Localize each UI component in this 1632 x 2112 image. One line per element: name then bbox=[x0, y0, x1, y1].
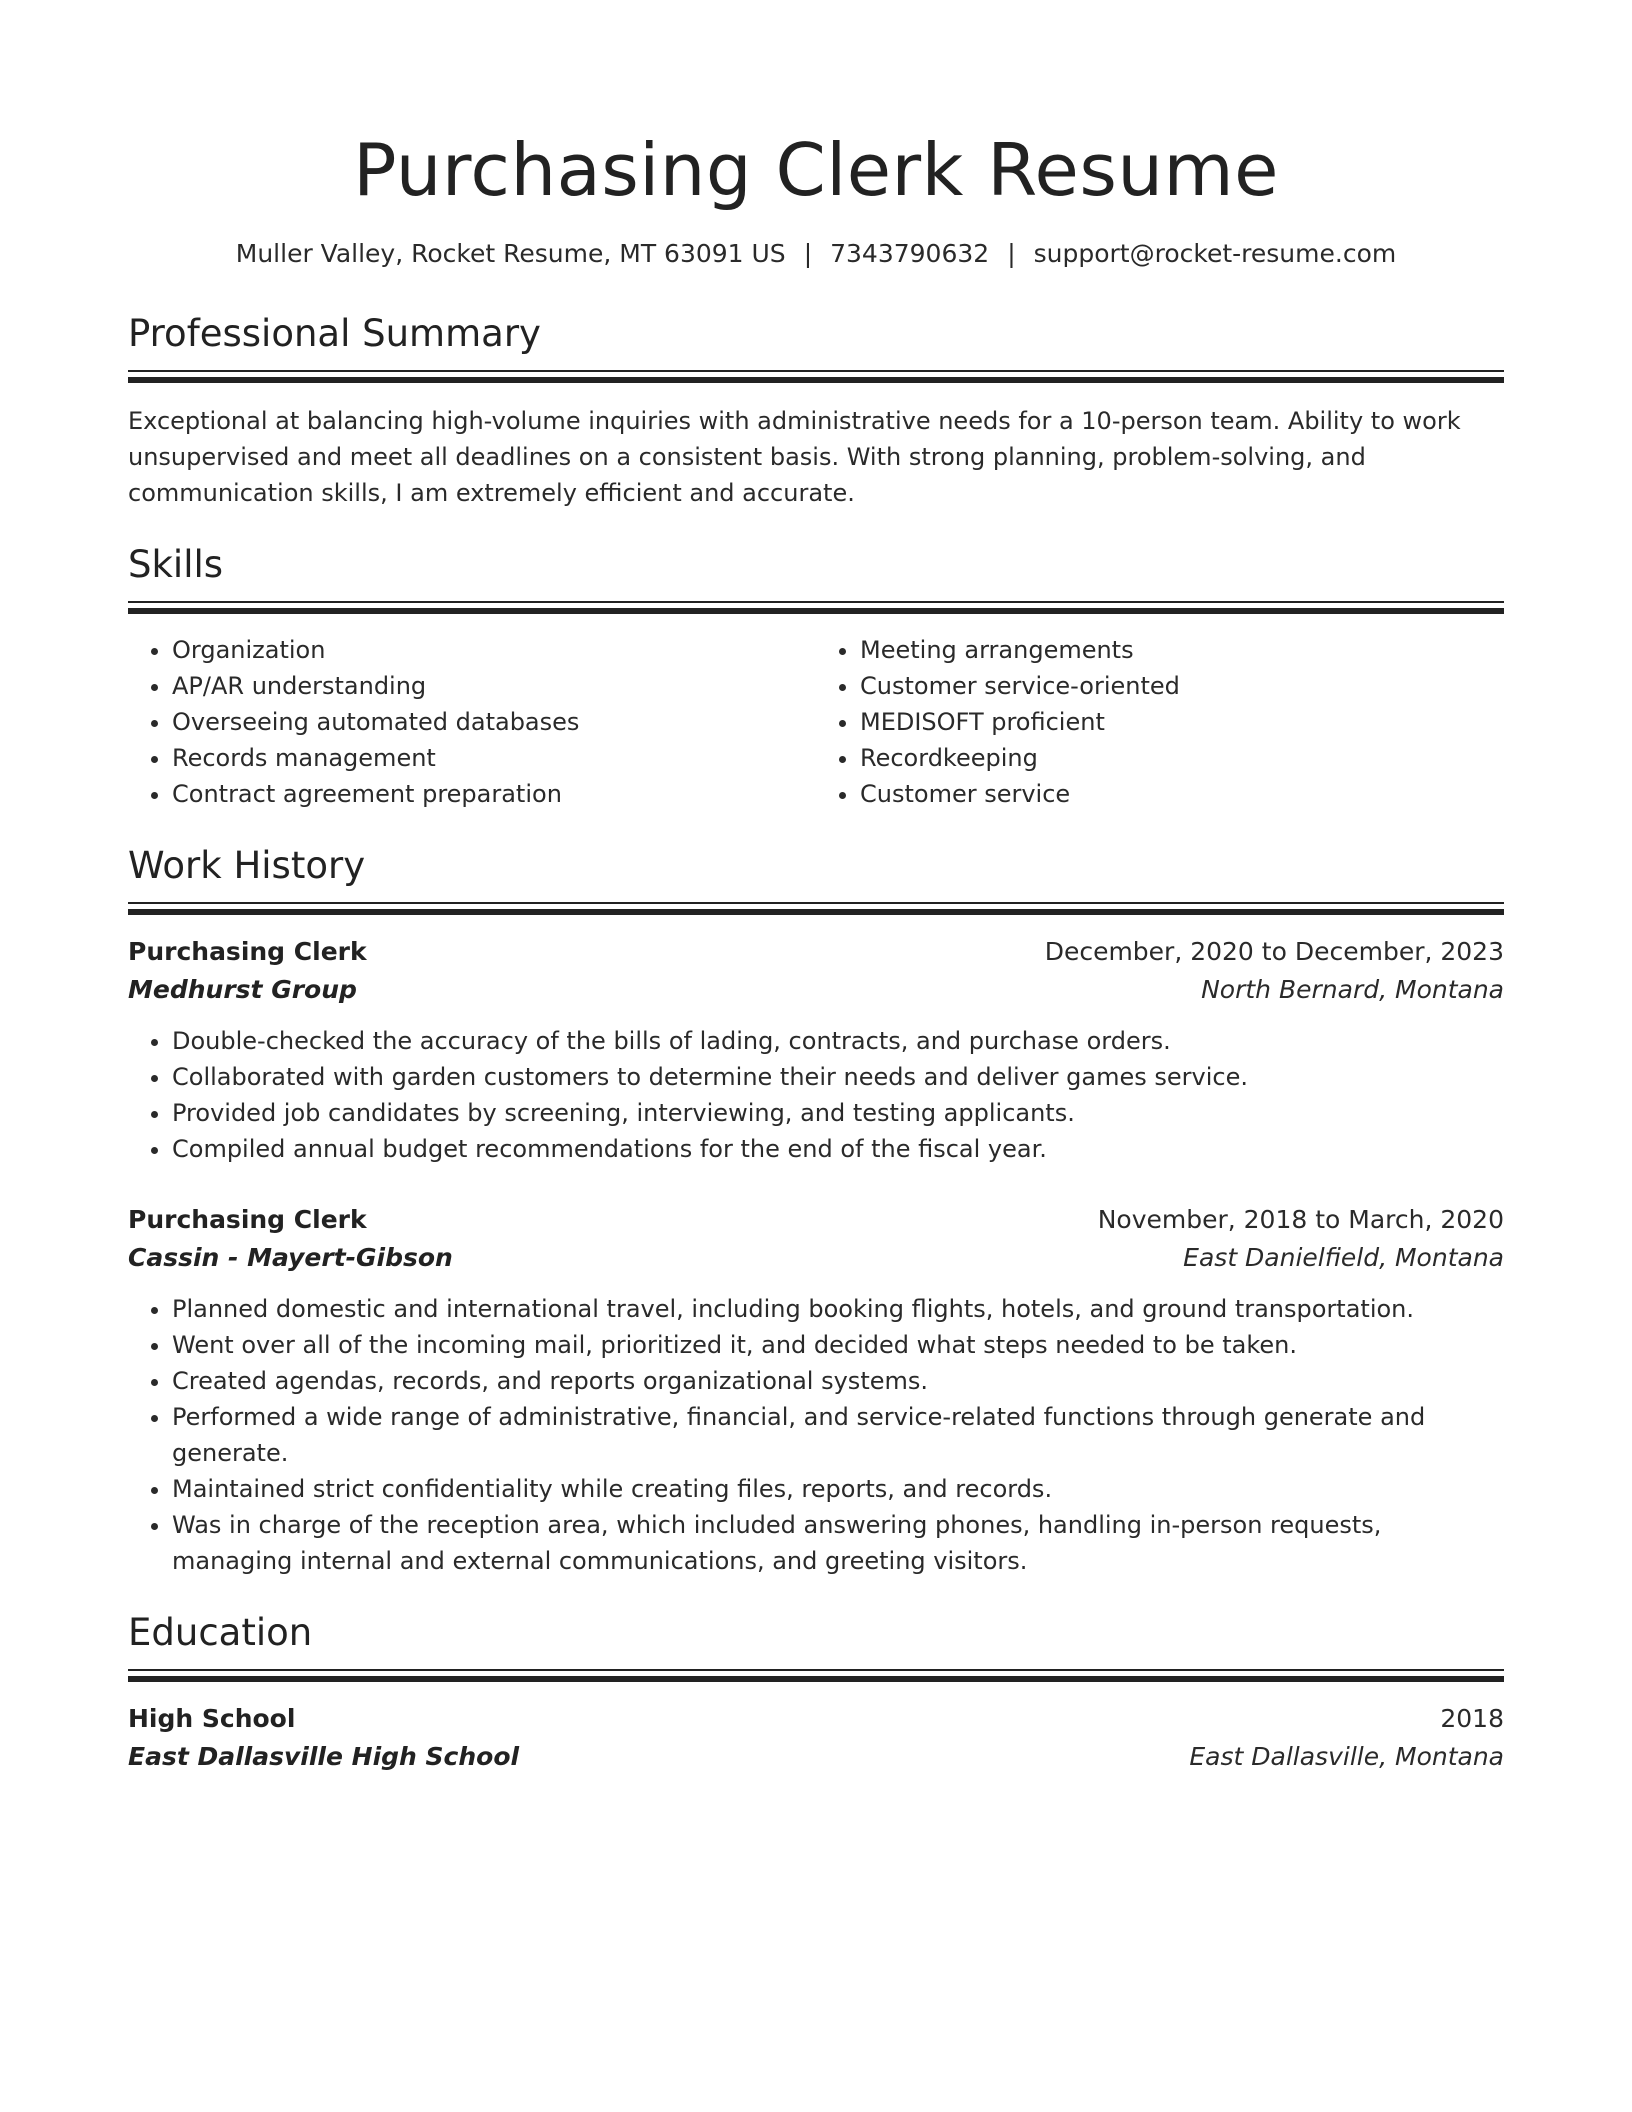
contact-separator: | bbox=[803, 239, 813, 268]
contact-phone: 7343790632 bbox=[830, 239, 990, 268]
skill-item: • Customer service-oriented bbox=[860, 668, 1504, 704]
contact-address: Muller Valley, Rocket Resume, MT 63091 US bbox=[235, 239, 786, 268]
section-heading-work-history: Work History bbox=[128, 844, 366, 887]
job-employer: Medhurst Group bbox=[128, 975, 357, 1004]
job-location: East Danielfield, Montana bbox=[1183, 1243, 1504, 1272]
work-history-section bbox=[128, 842, 1504, 1579]
section-divider bbox=[128, 1669, 1504, 1682]
education-section bbox=[128, 1609, 1504, 1776]
job-title: Purchasing Clerk bbox=[128, 937, 367, 966]
resume-title: Purchasing Clerk Resume bbox=[353, 128, 1279, 212]
education-entry bbox=[128, 1700, 1504, 1776]
job-employer-row bbox=[128, 1239, 1504, 1277]
job-duty: • Performed a wide range of administrative, financial, and service-related functions through generate and generate. bbox=[172, 1399, 1504, 1471]
skill-item: • Contract agreement preparation bbox=[172, 776, 816, 812]
job-duty: • Collaborated with garden customers to determine their needs and deliver games service. bbox=[172, 1059, 1504, 1095]
education-location: East Dallasville, Montana bbox=[1189, 1742, 1504, 1771]
education-header-row bbox=[128, 1700, 1504, 1738]
skills-section bbox=[128, 541, 1504, 812]
summary-section bbox=[128, 310, 1504, 511]
section-divider bbox=[128, 601, 1504, 614]
job-duty: • Double-checked the accuracy of the bills of lading, contracts, and purchase orders. bbox=[172, 1023, 1504, 1059]
education-school: East Dallasville High School bbox=[128, 1742, 520, 1771]
job-employer: Cassin - Mayert-Gibson bbox=[128, 1243, 453, 1272]
section-divider bbox=[128, 902, 1504, 915]
skill-item: • Overseeing automated databases bbox=[172, 704, 816, 740]
section-divider bbox=[128, 370, 1504, 383]
job-entry bbox=[128, 1201, 1504, 1579]
skill-item: • Meeting arrangements bbox=[860, 632, 1504, 668]
job-duty: • Was in charge of the reception area, which included answering phones, handling in-person requests, managing internal and external communications, and greeting visitors. bbox=[172, 1507, 1504, 1579]
job-duty: • Provided job candidates by screening, interviewing, and testing applicants. bbox=[172, 1095, 1504, 1131]
job-header-row bbox=[128, 1201, 1504, 1239]
job-duty: • Maintained strict confidentiality while creating files, reports, and records. bbox=[172, 1471, 1504, 1507]
skill-item: • AP/AR understanding bbox=[172, 668, 816, 704]
job-employer-row bbox=[128, 971, 1504, 1009]
section-heading-education: Education bbox=[128, 1611, 313, 1654]
job-dates: November, 2018 to March, 2020 bbox=[1097, 1205, 1504, 1234]
job-duties-list bbox=[128, 1291, 1504, 1579]
job-title: Purchasing Clerk bbox=[128, 1205, 367, 1234]
education-school-row bbox=[128, 1738, 1504, 1776]
skills-list-left bbox=[128, 632, 816, 812]
skill-item: • Records management bbox=[172, 740, 816, 776]
job-duty: • Compiled annual budget recommendations for the end of the fiscal year. bbox=[172, 1131, 1504, 1167]
job-duties-list bbox=[128, 1023, 1504, 1167]
skill-item: • Recordkeeping bbox=[860, 740, 1504, 776]
job-entry bbox=[128, 933, 1504, 1167]
summary-text: Exceptional at balancing high-volume inquiries with administrative needs for a 10-person team. Ability to work unsupervised and meet all deadlines on a consistent basis. With strong planning, problem-solving, and communication skills, I am extremely efficient and accurate. bbox=[128, 407, 1461, 507]
section-heading-skills: Skills bbox=[128, 543, 224, 586]
section-heading-summary: Professional Summary bbox=[128, 312, 541, 355]
job-location: North Bernard, Montana bbox=[1201, 975, 1504, 1004]
contact-email: support@rocket-resume.com bbox=[1033, 239, 1397, 268]
job-duty: • Created agendas, records, and reports organizational systems. bbox=[172, 1363, 1504, 1399]
skill-item: • Organization bbox=[172, 632, 816, 668]
skills-list-right bbox=[816, 632, 1504, 812]
job-dates: December, 2020 to December, 2023 bbox=[1044, 937, 1504, 966]
contact-separator: | bbox=[1007, 239, 1016, 268]
job-duty: • Went over all of the incoming mail, prioritized it, and decided what steps needed to be taken. bbox=[172, 1327, 1504, 1363]
education-degree: High School bbox=[128, 1704, 296, 1733]
skills-columns bbox=[128, 632, 1504, 812]
job-duty: • Planned domestic and international travel, including booking flights, hotels, and ground transportation. bbox=[172, 1291, 1504, 1327]
contact-line bbox=[128, 236, 1504, 272]
skill-item: • Customer service bbox=[860, 776, 1504, 812]
education-year: 2018 bbox=[1440, 1704, 1504, 1733]
skill-item: • MEDISOFT proficient bbox=[860, 704, 1504, 740]
job-header-row bbox=[128, 933, 1504, 971]
